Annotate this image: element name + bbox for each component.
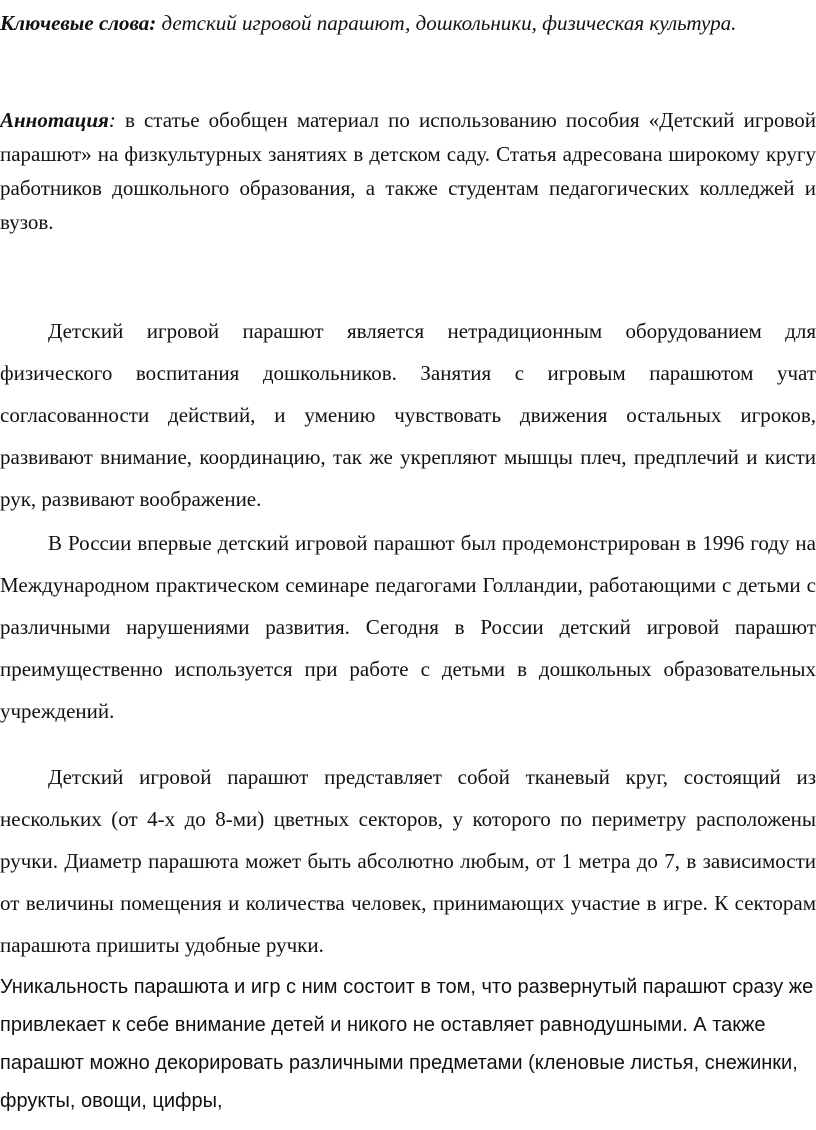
abstract-text: в статье обобщен материал по использованию пособия «Детский игровой парашют» на физкультурных занятиях в детском саду. Статья адресована широкому кругу работников дошкольного образования, а также студентам педагогических колледжей и вузов. — [0, 108, 816, 234]
abstract-label: Аннотация — [0, 108, 109, 132]
abstract — [0, 103, 816, 239]
keywords-label: Ключевые слова: — [0, 11, 157, 35]
body-paragraph-2: В России впервые детский игровой парашют был продемонстрирован в 1996 году на Международном практическом семинаре педагогами Голландии, работающими с детьми с различными нарушениями развития. Сегодня в России детский игровой парашют преимущественно используется при работе с детьми в дошкольных образовательных учреждений. — [0, 531, 816, 723]
body-paragraph-1: Детский игровой парашют является нетрадиционным оборудованием для физического воспитания дошкольников. Занятия с игровым парашютом учат согласованности действий, и умению чувствовать движения остальных игроков, развивают внимание, координацию, так же укрепляют мышцы плеч, предплечий и кисти рук, развивают воображение. — [0, 319, 816, 511]
body-paragraph-3: Детский игровой парашют представляет собой тканевый круг, состоящий из нескольких (от 4-х до 8-ми) цветных секторов, у которого по периметру расположены ручки. Диаметр парашюта может быть абсолютно любым, от 1 метра до 7, в зависимости от величины помещения и количества человек, принимающих участие в игре. К секторам парашюта пришиты удобные ручки. — [0, 765, 816, 957]
abstract-colon: : — [108, 108, 116, 132]
keywords-line — [0, 2, 816, 44]
keywords-text: детский игровой парашют, дошкольники, физическая культура. — [156, 11, 737, 35]
body-paragraph-4: Уникальность парашюта и игр с ним состоит в том, что развернутый парашют сразу же привлекает к себе внимание детей и никого не оставляет равнодушными. А также парашют можно декорировать различными предметами (кленовые листья, снежинки, фрукты, овощи, цифры, — [0, 976, 814, 1112]
